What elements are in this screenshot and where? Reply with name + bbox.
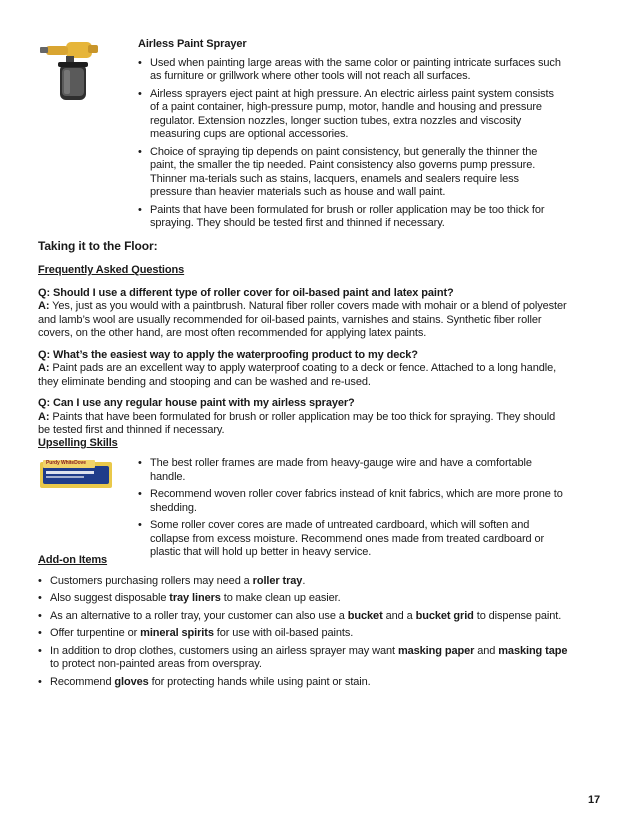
list-item bbox=[38, 610, 568, 624]
upselling-bullet-list bbox=[138, 457, 563, 560]
answer-label: A: bbox=[38, 362, 50, 374]
faq-answer bbox=[38, 300, 568, 341]
faq-item bbox=[38, 287, 568, 341]
list-item: • Used when painting large areas with the same color or painting intricate surfaces such as furniture or grillwork where other tools will not reach all surfaces. bbox=[138, 57, 563, 84]
addon-heading: Add-on Items bbox=[38, 554, 108, 566]
addon-section bbox=[38, 554, 568, 693]
highlight: masking tape bbox=[498, 644, 568, 657]
highlight: roller tray bbox=[252, 574, 303, 587]
text: As an alternative to a roller tray, your customer can also use a bbox=[50, 609, 348, 622]
answer-text: Paints that have been formulated for brush or roller application may be too thick for spraying. They should be tested first and thinned if necessary. bbox=[38, 410, 556, 436]
list-item bbox=[38, 575, 568, 589]
text: Customers purchasing rollers may need a bbox=[50, 574, 253, 587]
text: to dispense paint. bbox=[473, 609, 562, 622]
text: . bbox=[302, 574, 306, 587]
text: Offer turpentine or bbox=[50, 627, 141, 639]
faq-item bbox=[38, 397, 568, 438]
list-item bbox=[38, 645, 568, 672]
highlight: tray liners bbox=[169, 592, 221, 604]
answer-text: Paint pads are an excellent way to apply waterproof coating to a deck or fence. Attached to a long handle, they eliminate bending and stooping and can be washed and re-used. bbox=[38, 362, 557, 388]
sprayer-bullet-list bbox=[138, 57, 563, 231]
upselling-heading: Upselling Skills bbox=[38, 437, 118, 449]
text: Also suggest disposable bbox=[50, 592, 170, 604]
answer-label: A: bbox=[38, 410, 50, 423]
list-item bbox=[38, 676, 568, 690]
sprayer-title: Airless Paint Sprayer bbox=[138, 38, 247, 50]
sprayer-section bbox=[138, 38, 563, 235]
text: for use with oil-based paints. bbox=[213, 627, 354, 639]
highlight: mineral spirits bbox=[140, 627, 214, 639]
upselling-section bbox=[138, 457, 563, 564]
floor-heading: Taking it to the Floor: bbox=[38, 239, 158, 253]
faq-heading: Frequently Asked Questions bbox=[38, 264, 185, 276]
highlight: gloves bbox=[114, 675, 149, 688]
text: to make clean up easier. bbox=[220, 592, 341, 604]
product-label: Purdy WhiteDove bbox=[46, 460, 86, 466]
list-item: • The best roller frames are made from heavy-gauge wire and have a comfortable handle. bbox=[138, 457, 563, 484]
list-item bbox=[38, 627, 568, 641]
page-number: 17 bbox=[588, 794, 601, 806]
roller-cover-package-image bbox=[40, 458, 114, 490]
text: Recommend bbox=[50, 675, 115, 688]
faq-answer bbox=[38, 362, 568, 389]
text: and bbox=[474, 644, 499, 657]
list-item bbox=[38, 592, 568, 606]
list-item: • Paints that have been formulated for brush or roller application may be too thick for spraying. They should be tested first and thinned if necessary. bbox=[138, 204, 563, 231]
faq-item bbox=[38, 349, 568, 390]
faq-question: Q: What’s the easiest way to apply the waterproofing product to my deck? bbox=[38, 348, 418, 361]
list-item: • Choice of spraying tip depends on paint consistency, but generally the thinner the paint, the smaller the tip needed. Paint consistency also governs pump pressure. Thinner ma-terials such as stains, lacquers, enamels and sealers require less pressure than heavier materials such as house and wall paint. bbox=[138, 146, 563, 200]
faq-question: Q: Can I use any regular house paint with my airless sprayer? bbox=[38, 397, 355, 409]
text: to protect non-painted areas from overspray. bbox=[50, 658, 262, 670]
faq-question: Q: Should I use a different type of roller cover for oil-based paint and latex paint? bbox=[38, 286, 454, 299]
text: In addition to drop clothes, customers using an airless sprayer may want bbox=[50, 644, 398, 657]
text: and a bbox=[382, 609, 416, 622]
faq-answer bbox=[38, 411, 568, 438]
highlight: bucket grid bbox=[415, 609, 474, 622]
answer-text: Yes, just as you would with a paintbrush. Natural fiber roller covers made with mohair or a blend of polyester and lamb’s wool are usually recommended for oil-based paints, varnishes and stains. Synthetic fiber roller covers, on the other hand, are most often recommended for applying latex paints. bbox=[38, 300, 567, 339]
airless-sprayer-image bbox=[38, 34, 102, 106]
answer-label: A: bbox=[38, 300, 50, 312]
list-item: • Airless sprayers eject paint at high pressure. An electric airless paint system consists of a paint container, high-pressure pump, motor, handle and housing and pressure regulator. Extension nozzles, longer suction tubes, extra nozzles and viscosity measuring cups are optional accessories. bbox=[138, 88, 563, 142]
highlight: bucket bbox=[347, 609, 383, 622]
faq-section bbox=[38, 264, 568, 446]
addon-bullet-list bbox=[38, 575, 568, 690]
list-item: • Recommend woven roller cover fabrics instead of knit fabrics, which are more prone to shedding. bbox=[138, 488, 563, 515]
list-item: • Some roller cover cores are made of untreated cardboard, which will soften and collapse from excess moisture. Recommend ones made from treated cardboard or plastic that will hold up better in heavy service. bbox=[138, 519, 563, 560]
text: for protecting hands while using paint or stain. bbox=[148, 675, 371, 688]
highlight: masking paper bbox=[397, 644, 475, 657]
